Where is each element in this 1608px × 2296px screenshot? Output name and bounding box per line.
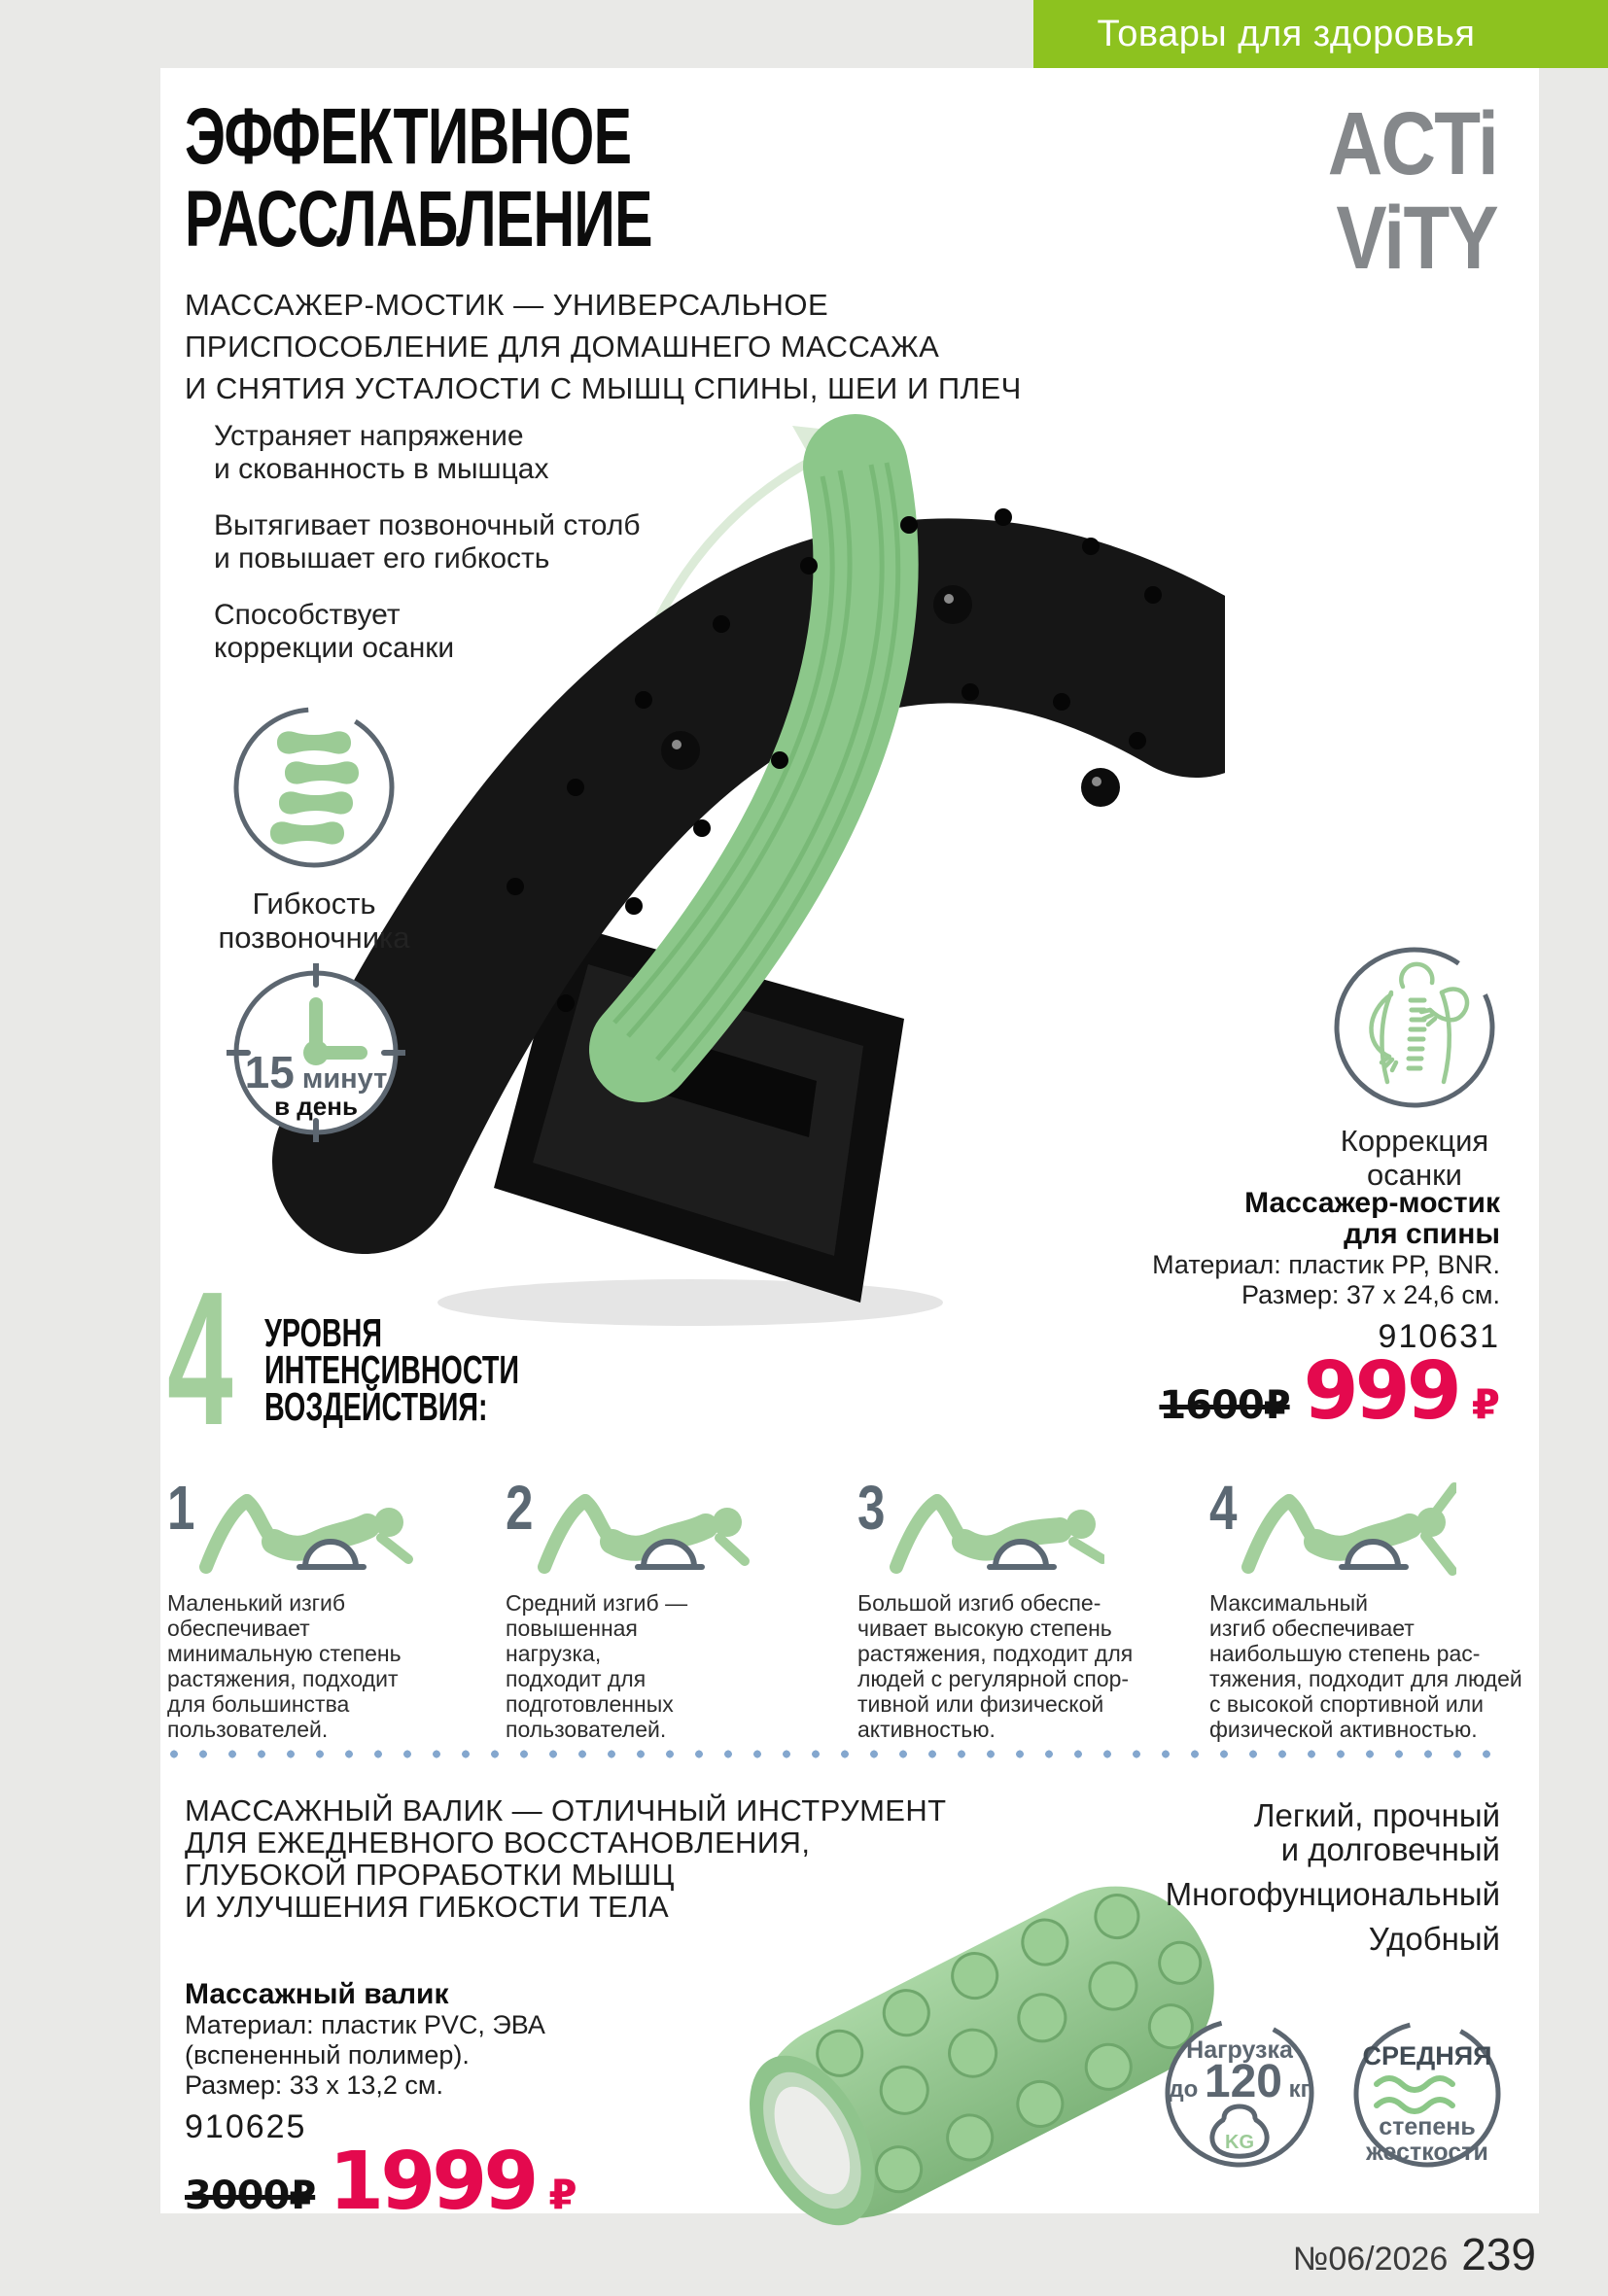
svg-text:15 минут: 15 минут <box>244 1047 388 1097</box>
category-banner-label: Товары для здоровья <box>1097 13 1476 54</box>
svg-text:в день: в день <box>274 1092 358 1121</box>
svg-text:СРЕДНЯЯ: СРЕДНЯЯ <box>1362 2041 1492 2070</box>
benefit-item: Устраняет напряжение и скованность в мышцах <box>214 420 549 485</box>
roller-headline: МАССАЖНЫЙ ВАЛИК — ОТЛИЧНЫЙ ИНСТРУМЕНТ ДЛЯ ЕЖЕДНЕВНОГО ВОССТАНОВЛЕНИЯ, ГЛУБОКОЙ ПРОРАБОТКИ МЫШЦ И УЛУЧШЕНИЯ ГИБКОСТИ ТЕЛА <box>185 1793 947 1924</box>
dotted-divider <box>170 1750 1502 1758</box>
page-footer <box>1293 2228 1536 2280</box>
stiffness-level-icon <box>1349 2016 1505 2172</box>
level-figure-icon <box>881 1481 1104 1579</box>
svg-text:степень: степень <box>1379 2113 1476 2140</box>
posture-correction-icon <box>1329 942 1500 1113</box>
benefit-item: Способствует коррекции осанки <box>214 599 455 664</box>
feature-item: Многофунциональный <box>1165 1876 1500 1912</box>
level-figure-icon <box>529 1481 752 1579</box>
svg-text:жесткости: жесткости <box>1366 2139 1488 2166</box>
roller-product-name: Массажный валик <box>185 1978 449 2010</box>
roller-size: Размер: 33 х 13,2 см. <box>185 2070 443 2100</box>
catalog-issue: №06/2026 <box>1292 2241 1449 2278</box>
spine-icon-label: Гибкость позвоночника <box>218 887 410 955</box>
feature-item: Удобный <box>1368 1921 1500 1957</box>
svg-text:KG: KG <box>1225 2132 1254 2153</box>
bridge-price: 999 <box>1303 1345 1458 1438</box>
benefit-list <box>214 420 641 688</box>
roller-feature-list <box>1166 1798 1500 1966</box>
bridge-sku: 910631 <box>1378 1318 1500 1355</box>
level-figure-icon <box>1233 1481 1456 1579</box>
roller-price: 1999 <box>329 2136 536 2228</box>
clock-15-minutes-icon <box>227 963 405 1142</box>
logo-line-2: ViTY <box>1336 189 1497 288</box>
feature-item: Легкий, прочный и долговечный <box>1253 1797 1500 1867</box>
roller-product-info: Массажный валик Материал: пластик PVC, ЭВА (вспененный полимер). Размер: 33 х 13,2 см. 910625 3000₽ 1999 ₽ <box>185 1978 577 2228</box>
svg-text:Нагрузка: Нагрузка <box>1186 2036 1293 2064</box>
bridge-product-info: Массажер-мостик для спины Материал: пластик PP, BNR. Размер: 37 х 24,6 см. 910631 1600₽ 999 ₽ <box>1152 1187 1500 1438</box>
ruble-sign: ₽ <box>1471 1380 1500 1428</box>
roller-price-row <box>185 2136 577 2228</box>
bridge-old-price: 1600₽ <box>1159 1383 1290 1428</box>
bridge-price-row <box>1159 1345 1500 1438</box>
bridge-product-name: Массажер-мостик <box>1244 1187 1500 1219</box>
bridge-size: Размер: 37 х 24,6 см. <box>1241 1280 1500 1309</box>
roller-old-price: 3000₽ <box>185 2174 316 2218</box>
level-figure-icon <box>191 1481 414 1579</box>
level-item-3: 3 Большой изгиб обеспе- чивает высокую степень растяжения, подходит для людей с регулярной спор- тивной или физической активностью. <box>857 1473 1134 1742</box>
hero-subtitle: МАССАЖЕР-МОСТИК — УНИВЕРСАЛЬНОЕ ПРИСПОСОБЛЕНИЕ ДЛЯ ДОМАШНЕГО МАССАЖА И СНЯТИЯ УСТАЛОСТИ С МЫШЦ СПИНЫ, ШЕИ И ПЛЕЧ <box>185 288 1022 405</box>
benefit-item: Вытягивает позвоночный столб и повышает его гибкость <box>214 509 641 574</box>
load-capacity-icon <box>1161 2014 1318 2172</box>
level-item-4: 4 Максимальный изгиб обеспечивает наибольшую степень рас- тяжения, подходит для людей с высокой спортивной или физической активностью. <box>1209 1473 1522 1742</box>
level-number: 1 <box>167 1473 195 1543</box>
activity-logo <box>1327 94 1497 288</box>
roller-sku: 910625 <box>185 2108 307 2145</box>
category-banner <box>1033 0 1608 68</box>
bridge-material: Материал: пластик PP, BNR. <box>1152 1250 1500 1279</box>
level-number: 4 <box>1209 1473 1238 1543</box>
posture-icon-label: Коррекция осанки <box>1340 1124 1489 1192</box>
svg-text:до 120 кг: до 120 кг <box>1169 2056 1311 2107</box>
level-number: 2 <box>506 1473 534 1543</box>
levels-count: 4 <box>167 1252 233 1465</box>
level-number: 3 <box>857 1473 886 1543</box>
spine-flexibility-icon <box>228 702 400 873</box>
level-item-2: 2 Средний изгиб — повышенная нагрузка, подходит для подготовленных пользователей. <box>506 1479 817 1742</box>
levels-heading: УРОВНЯ ИНТЕНСИВНОСТИ ВОЗДЕЙСТВИЯ: <box>264 1310 520 1429</box>
ruble-sign: ₽ <box>548 2171 577 2218</box>
roller-material: Материал: пластик PVC, ЭВА <box>185 2010 545 2039</box>
page-title: ЭФФЕКТИВНОЕ РАССЛАБЛЕНИЕ <box>185 92 652 263</box>
page-number: 239 <box>1461 2229 1536 2279</box>
level-item-1: 1 Маленький изгиб обеспечивает минимальную степень растяжения, подходит для большинства пользователей. <box>167 1479 478 1742</box>
logo-line-1: ACTi <box>1327 94 1497 193</box>
